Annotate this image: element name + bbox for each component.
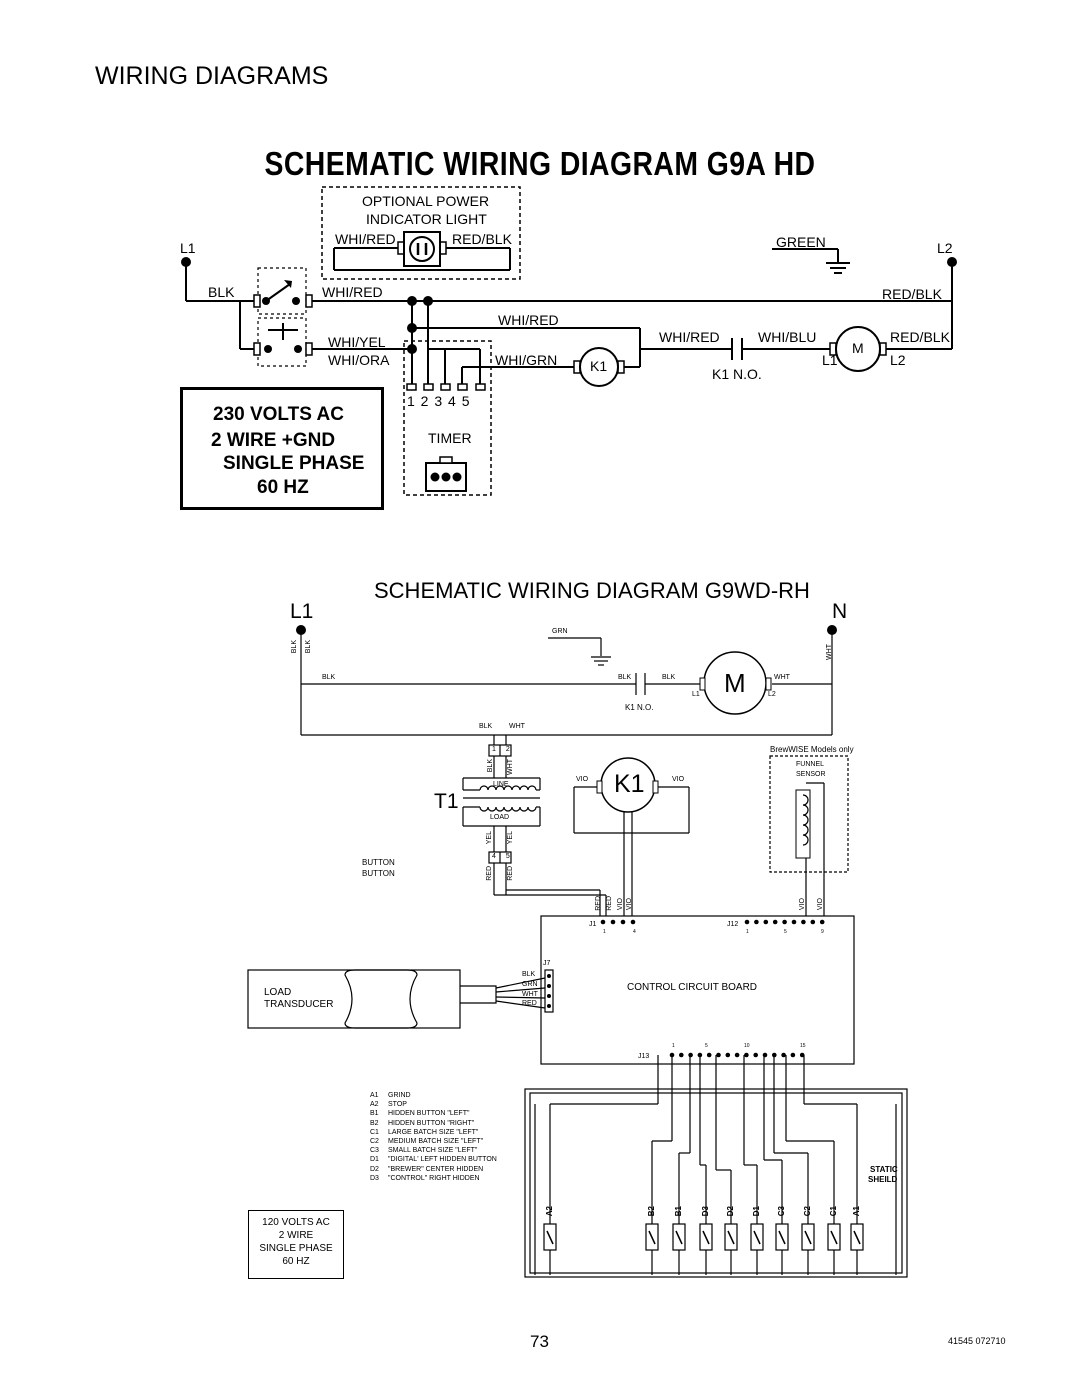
d1-red-blk: RED/BLK	[882, 286, 942, 302]
d1-whi-ora: WHI/ORA	[328, 352, 390, 368]
d1-whi-red-mid: WHI/RED	[498, 312, 559, 328]
optional-light-label-2: INDICATOR LIGHT	[366, 211, 487, 227]
j13-pin	[791, 1053, 796, 1058]
switch-label-d1: D1	[752, 1206, 761, 1217]
legend-desc: "CONTROL" RIGHT HIDDEN	[388, 1174, 480, 1182]
d1-whi-red-k: WHI/RED	[659, 329, 720, 345]
d2-spec-hz: 60 HZ	[282, 1256, 310, 1267]
j12-pin	[764, 920, 769, 925]
d1-blk: BLK	[208, 284, 235, 300]
legend-code: B1	[370, 1110, 379, 1118]
d2-t-blk: BLK	[487, 759, 494, 773]
d2-l1: L1	[290, 600, 314, 623]
j1-pin	[601, 920, 606, 925]
legend-row	[370, 1119, 502, 1128]
d2-blk-b: BLK	[305, 640, 312, 654]
d1-timer-pins: 1 2 3 4 5	[407, 393, 471, 409]
d1-red-blk-m: RED/BLK	[890, 329, 950, 345]
d2-blk-a: BLK	[291, 640, 298, 654]
legend-desc: GRIND	[388, 1092, 411, 1099]
d1-k1: K1	[590, 358, 608, 374]
legend-desc: HIDDEN BUTTON "LEFT"	[388, 1110, 470, 1118]
j13-pin	[781, 1053, 786, 1058]
legend-row	[370, 1137, 502, 1146]
d2-j13-n5: 5	[705, 1043, 708, 1049]
d1-whi-red-top: WHI/RED	[335, 231, 396, 247]
d2-j13: J13	[638, 1053, 650, 1060]
legend-code: C3	[370, 1147, 379, 1155]
legend-code: D3	[370, 1174, 379, 1182]
j12-pin	[801, 920, 806, 925]
switch-label-b1: B1	[674, 1206, 683, 1217]
d2-spec-phase: SINGLE PHASE	[259, 1243, 333, 1254]
d1-m-l2: L2	[890, 352, 906, 368]
d2-j12-n5: 5	[784, 929, 787, 935]
legend-row	[370, 1146, 502, 1155]
switch-label-d3: D3	[701, 1206, 710, 1217]
d2-n: N	[832, 600, 848, 623]
d1-green: GREEN	[776, 234, 826, 250]
d2-t-pins-top: 1 2	[492, 746, 514, 753]
d2-t-line: LINE	[493, 781, 509, 788]
d2-wht-t: WHT	[509, 723, 525, 730]
d2-t-red1: RED	[486, 866, 493, 881]
diagram1-title: SCHEMATIC WIRING DIAGRAM G9A HD	[264, 145, 816, 182]
j12-pin	[811, 920, 816, 925]
d1-whi-yel: WHI/YEL	[328, 334, 386, 350]
d2-k1: K1	[614, 770, 645, 798]
d2-wht-r: WHT	[826, 644, 833, 660]
d2-j1-n1: 1	[603, 929, 606, 935]
d1-k1-no: K1 N.O.	[712, 366, 762, 382]
d2-spec-box	[248, 1210, 344, 1279]
legend-desc: SMALL BATCH SIZE "LEFT"	[388, 1147, 478, 1155]
d2-j13-n15: 15	[800, 1043, 806, 1049]
d2-t-yel2: YEL	[507, 831, 514, 845]
d1-spec-wire: 2 WIRE +GND	[211, 430, 336, 451]
d2-t-wht: WHT	[507, 759, 514, 775]
d2-j13-n10: 10	[744, 1043, 750, 1049]
d2-j1: J1	[589, 921, 597, 928]
d1-l2: L2	[937, 240, 953, 256]
switch-label-c3: C3	[777, 1206, 786, 1217]
legend-row	[370, 1128, 502, 1137]
j1-pin	[631, 920, 636, 925]
d1-whi-blu: WHI/BLU	[758, 329, 817, 345]
doc-code: 41545 072710	[948, 1336, 1006, 1346]
d2-j12-n9: 9	[821, 929, 824, 935]
d2-m-l2: L2	[768, 691, 776, 698]
d2-static-2: SHEILD	[868, 1175, 898, 1184]
legend-code: D1	[370, 1156, 379, 1164]
diagram2-title: SCHEMATIC WIRING DIAGRAM G9WD-RH	[374, 578, 810, 603]
d2-vio-l: VIO	[576, 776, 589, 783]
legend-row	[370, 1091, 502, 1100]
switch-label-c2: C2	[803, 1206, 812, 1217]
section-title: WIRING DIAGRAMS	[95, 62, 329, 90]
legend-code: A2	[370, 1101, 379, 1109]
d1-timer: TIMER	[428, 430, 472, 446]
j1-pin	[621, 920, 626, 925]
d2-j1-vio2: VIO	[626, 898, 633, 911]
j13-pin	[707, 1053, 712, 1058]
legend-row	[370, 1165, 502, 1174]
d2-j1-red2: RED	[606, 896, 613, 911]
d2-button-1: BUTTON	[362, 858, 395, 867]
d1-spec-hz: 60 HZ	[257, 477, 309, 498]
switch-label-d2: D2	[726, 1206, 735, 1217]
j12-pin	[792, 920, 797, 925]
d2-j1-red1: RED	[595, 896, 602, 911]
d2-t-red2: RED	[507, 866, 514, 881]
d2-t-yel1: YEL	[486, 831, 493, 845]
switch-label-a1: A1	[852, 1206, 861, 1217]
d2-j1-vio1: VIO	[617, 898, 624, 911]
optional-light-label-1: OPTIONAL POWER	[362, 193, 490, 209]
d2-spec-wire: 2 WIRE	[278, 1230, 314, 1241]
d2-grn: GRN	[552, 628, 568, 635]
d2-blk-line: BLK	[322, 674, 336, 681]
j13-pin	[726, 1053, 731, 1058]
d2-load-2: TRANSDUCER	[264, 999, 334, 1010]
d2-j12-vio1: VIO	[799, 898, 806, 911]
legend-desc: "BREWER" CENTER HIDDEN	[388, 1165, 484, 1173]
j12-pin	[820, 920, 825, 925]
d1-whi-red: WHI/RED	[322, 284, 383, 300]
legend-desc: "DIGITAL' LEFT HIDDEN BUTTON	[388, 1156, 497, 1164]
d2-k1-no: K1 N.O.	[625, 703, 654, 712]
j13-pin	[744, 1053, 749, 1058]
d2-t1: T1	[434, 790, 459, 813]
legend-code: D2	[370, 1165, 379, 1173]
d2-blk-t: BLK	[479, 723, 493, 730]
legend-code: A1	[370, 1092, 379, 1099]
d2-static-1: STATIC	[870, 1165, 898, 1174]
legend-code: C2	[370, 1138, 379, 1146]
d2-j1-n4: 4	[633, 929, 636, 935]
d2-t-load: LOAD	[490, 814, 510, 821]
d2-spec-voltage: 120 VOLTS AC	[262, 1217, 330, 1228]
d2-m-l1: L1	[692, 691, 700, 698]
legend-row	[370, 1174, 502, 1183]
d1-whi-grn: WHI/GRN	[495, 352, 558, 368]
switch-label-c1: C1	[829, 1206, 838, 1217]
j1-pin	[611, 920, 616, 925]
d2-j7-blk: BLK	[522, 971, 536, 978]
j12-pin	[745, 920, 750, 925]
j13-pin	[753, 1053, 758, 1058]
legend-desc: LARGE BATCH SIZE "LEFT"	[388, 1128, 479, 1136]
legend-desc: MEDIUM BATCH SIZE "LEFT"	[388, 1138, 484, 1146]
d2-j7: J7	[543, 960, 551, 967]
d2-j7-wht: WHT	[522, 991, 538, 998]
d2-j13-n1: 1	[672, 1043, 675, 1049]
j13-pin	[679, 1053, 684, 1058]
d2-button-2: BUTTON	[362, 869, 395, 878]
d2-motor-m: M	[724, 668, 746, 698]
legend-desc: HIDDEN BUTTON "RIGHT"	[388, 1119, 475, 1127]
page-number: 73	[530, 1332, 549, 1351]
d2-board-label: CONTROL CIRCUIT BOARD	[627, 982, 758, 993]
legend-code: C1	[370, 1128, 379, 1136]
d2-blk-k: BLK	[618, 674, 632, 681]
d2-t-pins-bot: 4 5	[492, 853, 514, 860]
d2-j7-grn: GRN	[522, 981, 538, 988]
j13-pin	[763, 1053, 768, 1058]
d1-spec-voltage: 230 VOLTS AC	[213, 404, 344, 425]
d2-load-1: LOAD	[264, 987, 292, 998]
j12-pin	[773, 920, 778, 925]
d2-vio-r: VIO	[672, 776, 685, 783]
d2-brewwise: BrewWISE Models only	[770, 745, 854, 754]
legend-code: B2	[370, 1119, 379, 1127]
d1-spec-phase: SINGLE PHASE	[223, 453, 365, 474]
d1-red-blk-top: RED/BLK	[452, 231, 512, 247]
d1-motor-m: M	[852, 340, 864, 356]
j12-pin	[782, 920, 787, 925]
d2-sensor: SENSOR	[796, 771, 826, 778]
d2-wht-m: WHT	[774, 674, 790, 681]
switch-label-a2: A2	[545, 1206, 554, 1217]
j13-pin	[716, 1053, 721, 1058]
d2-j12: J12	[727, 921, 739, 928]
d2-j12-n1: 1	[746, 929, 749, 935]
d2-j7-red: RED	[522, 1000, 537, 1007]
d1-l1: L1	[180, 240, 196, 256]
j13-pin	[735, 1053, 740, 1058]
d1-m-l1: L1	[822, 352, 838, 368]
switch-label-b2: B2	[647, 1206, 656, 1217]
legend-row	[370, 1100, 502, 1109]
d2-blk-k2: BLK	[662, 674, 676, 681]
legend-row	[370, 1155, 502, 1164]
switch-legend	[370, 1091, 502, 1183]
j12-pin	[754, 920, 759, 925]
d2-funnel: FUNNEL	[796, 761, 825, 768]
legend-desc: STOP	[388, 1101, 407, 1109]
legend-row	[370, 1109, 502, 1118]
d2-j12-vio2: VIO	[817, 898, 824, 911]
